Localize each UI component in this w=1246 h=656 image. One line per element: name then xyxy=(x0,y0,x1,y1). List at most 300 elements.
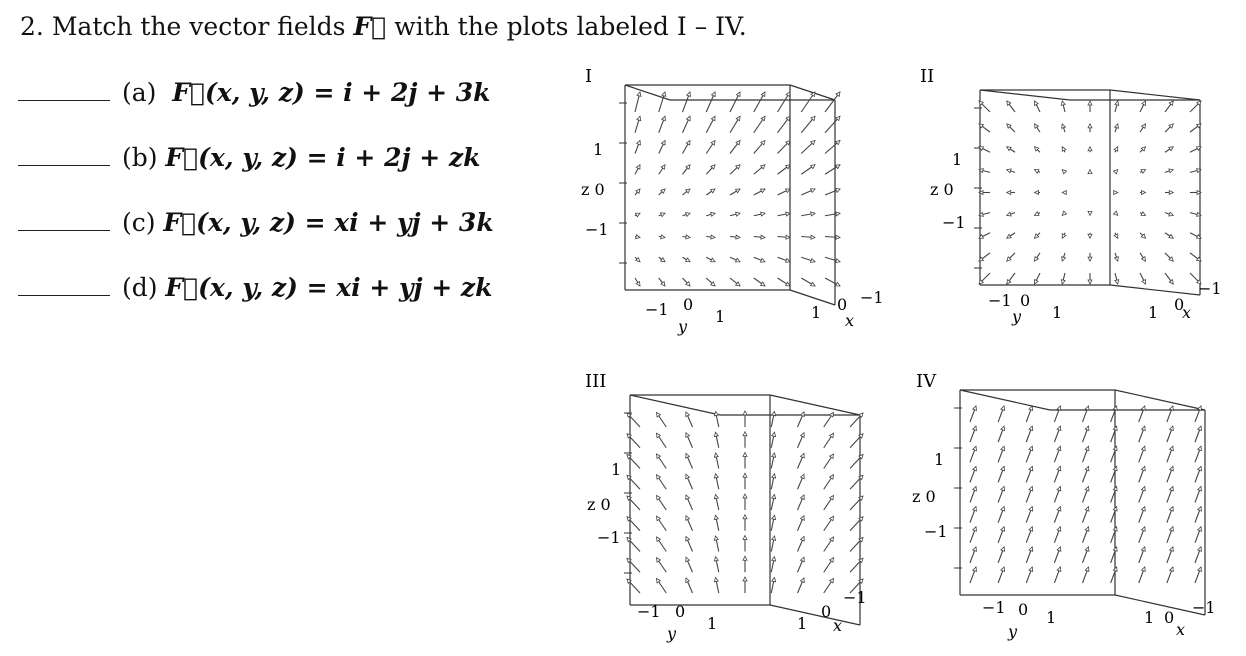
field-arrowhead xyxy=(743,556,747,560)
field-arrowhead xyxy=(657,433,661,437)
x-tick-pos: 1 xyxy=(1148,303,1159,322)
field-arrowhead xyxy=(830,475,834,479)
field-arrowhead xyxy=(836,259,840,263)
field-arrowhead xyxy=(1085,426,1089,430)
cube-edge xyxy=(1110,285,1200,295)
y-tick-zero: 0 xyxy=(683,295,694,314)
plot-label: II xyxy=(920,66,935,87)
field-arrowhead xyxy=(830,558,834,562)
z-tick-top: 1 xyxy=(611,460,622,479)
field-arrowhead xyxy=(772,578,776,582)
field-arrowhead xyxy=(772,432,776,436)
field-arrowhead xyxy=(736,116,740,120)
field-arrowhead xyxy=(830,496,834,500)
field-arrowhead xyxy=(714,515,718,519)
field-arrowhead xyxy=(973,567,977,571)
field-arrowhead xyxy=(1141,507,1145,511)
field-arrowhead xyxy=(761,235,765,239)
question-text-after: with the plots labeled I – IV. xyxy=(394,12,747,41)
field-arrowhead xyxy=(801,474,805,478)
vector-field-arrows xyxy=(970,406,1201,583)
field-arrowhead xyxy=(743,515,747,519)
field-arrowhead xyxy=(1170,547,1174,551)
field-arrowhead xyxy=(973,466,977,470)
z-tick-top: 1 xyxy=(934,450,945,469)
field-arrowhead xyxy=(836,212,840,216)
match-item-c xyxy=(18,208,494,237)
field-arrowhead xyxy=(657,413,661,417)
field-arrowhead xyxy=(1198,466,1202,470)
field-arrowhead xyxy=(1057,527,1061,531)
formula-c: F⃗(x, y, z) = xi + yj + 3k xyxy=(163,208,494,237)
field-arrowhead xyxy=(973,426,977,430)
field-arrowhead xyxy=(1170,527,1174,531)
field-arrowhead xyxy=(1085,547,1089,551)
field-arrowhead xyxy=(1001,466,1005,470)
field-arrowhead xyxy=(1085,567,1089,571)
field-arrowhead xyxy=(1001,446,1005,450)
z-tick-mid: z 0 xyxy=(930,180,954,199)
x-axis-label: x xyxy=(1176,620,1186,639)
field-arrowhead xyxy=(761,116,765,120)
z-tick-bottom: −1 xyxy=(597,528,621,547)
field-arrowhead xyxy=(973,446,977,450)
field-arrowhead xyxy=(1088,147,1092,151)
z-tick-mid: z 0 xyxy=(581,180,605,199)
field-arrowhead xyxy=(736,258,740,262)
field-arrowhead xyxy=(1062,147,1066,151)
field-arrowhead xyxy=(1035,191,1039,195)
field-arrowhead xyxy=(772,474,776,478)
field-arrowhead xyxy=(761,212,765,216)
vector-field-arrows xyxy=(979,101,1201,284)
answer-blank-d[interactable] xyxy=(18,295,110,296)
field-arrowhead xyxy=(1198,507,1202,511)
field-arrowhead xyxy=(772,515,776,519)
field-arrowhead xyxy=(686,454,690,458)
z-tick-bottom: −1 xyxy=(942,213,966,232)
field-arrowhead xyxy=(1169,212,1173,216)
field-arrowhead xyxy=(801,495,805,499)
field-arrowhead xyxy=(1007,234,1011,238)
field-arrowhead xyxy=(1198,527,1202,531)
field-arrowhead xyxy=(1170,567,1174,571)
x-tick-zero: 0 xyxy=(837,295,848,314)
field-arrowhead xyxy=(1062,124,1066,128)
field-arrowhead xyxy=(1007,191,1011,195)
cube-edge xyxy=(1110,90,1200,100)
x-tick-neg: −1 xyxy=(860,288,884,307)
field-arrowhead xyxy=(830,579,834,583)
field-arrowhead xyxy=(1141,567,1145,571)
field-arrowhead xyxy=(1170,466,1174,470)
field-arrowhead xyxy=(811,235,815,239)
field-arrowhead xyxy=(830,454,834,458)
z-tick-bottom: −1 xyxy=(924,522,948,541)
field-arrowhead xyxy=(1062,234,1066,238)
field-arrowhead xyxy=(1198,487,1202,491)
field-arrowhead xyxy=(836,165,840,169)
field-arrowhead xyxy=(1029,567,1033,571)
field-arrowhead xyxy=(686,474,690,478)
z-tick-top: 1 xyxy=(593,140,604,159)
field-arrowhead xyxy=(1169,147,1173,151)
field-arrowhead xyxy=(1169,234,1173,238)
formula-a: F⃗(x, y, z) = i + 2j + 3k xyxy=(172,78,491,107)
field-arrowhead xyxy=(657,579,661,583)
field-arrowhead xyxy=(743,453,747,457)
field-arrowhead xyxy=(786,282,790,286)
field-arrowhead xyxy=(1114,191,1118,195)
field-arrowhead xyxy=(811,282,815,286)
cube-edge xyxy=(980,90,1070,100)
field-arrowhead xyxy=(661,141,665,145)
field-arrowhead xyxy=(714,578,718,582)
field-arrowhead xyxy=(1035,257,1039,261)
field-arrowhead xyxy=(1141,212,1145,216)
x-tick-pos: 1 xyxy=(811,303,822,322)
y-tick-neg: −1 xyxy=(637,602,661,621)
field-arrowhead xyxy=(636,235,640,239)
field-arrowhead xyxy=(830,516,834,520)
field-arrowhead xyxy=(1141,426,1145,430)
field-arrowhead xyxy=(1057,567,1061,571)
field-arrowhead xyxy=(1088,101,1092,105)
field-arrowhead xyxy=(1029,406,1033,410)
y-axis-label: y xyxy=(667,624,677,643)
field-arrowhead xyxy=(1142,280,1146,284)
field-arrowhead xyxy=(1141,547,1145,551)
plot-label: III xyxy=(585,371,607,392)
field-arrowhead xyxy=(772,536,776,540)
field-arrowhead xyxy=(1062,211,1066,215)
field-arrowhead xyxy=(973,547,977,551)
field-arrowhead xyxy=(636,282,640,286)
field-arrowhead xyxy=(636,213,640,217)
field-arrowhead xyxy=(661,235,665,239)
field-arrowhead xyxy=(637,116,641,120)
field-arrowhead xyxy=(1001,547,1005,551)
field-arrowhead xyxy=(743,473,747,477)
vector-field-arrows xyxy=(627,411,863,593)
field-arrowhead xyxy=(1114,211,1118,215)
cube-frame xyxy=(624,395,860,625)
field-arrowhead xyxy=(1029,446,1033,450)
field-arrowhead xyxy=(1088,234,1092,238)
formula-d: F⃗(x, y, z) = xi + yj + zk xyxy=(165,273,493,302)
field-arrowhead xyxy=(1114,147,1118,151)
z-tick-bottom: −1 xyxy=(585,220,609,239)
field-arrowhead xyxy=(711,141,715,145)
field-arrowhead xyxy=(973,406,977,410)
field-arrowhead xyxy=(686,516,690,520)
field-arrowhead xyxy=(1057,507,1061,511)
field-arrowhead xyxy=(1115,257,1119,261)
field-arrowhead xyxy=(801,557,805,561)
z-tick-top: 1 xyxy=(952,150,963,169)
field-arrowhead xyxy=(686,557,690,561)
field-arrowhead xyxy=(1001,567,1005,571)
y-tick-neg: −1 xyxy=(982,598,1006,617)
field-arrowhead xyxy=(1141,527,1145,531)
plot-IV xyxy=(910,365,1240,655)
field-arrowhead xyxy=(1088,211,1092,215)
y-tick-pos: 1 xyxy=(1046,608,1057,627)
field-arrowhead xyxy=(714,536,718,540)
field-arrowhead xyxy=(636,165,640,169)
field-arrowhead xyxy=(711,116,715,120)
field-arrowhead xyxy=(657,558,661,562)
match-item-a xyxy=(18,78,490,107)
field-arrowhead xyxy=(1170,507,1174,511)
field-arrowhead xyxy=(836,189,840,193)
field-arrowhead xyxy=(761,189,765,193)
y-tick-zero: 0 xyxy=(1018,600,1029,619)
field-arrowhead xyxy=(801,412,805,416)
field-arrowhead xyxy=(711,258,715,262)
field-arrowhead xyxy=(973,507,977,511)
field-arrowhead xyxy=(1085,507,1089,511)
vector-field-arrows xyxy=(635,92,840,286)
field-arrowhead xyxy=(811,259,815,263)
field-arrowhead xyxy=(1035,101,1039,105)
field-arrowhead xyxy=(1142,191,1146,195)
field-arrowhead xyxy=(686,537,690,541)
field-arrowhead xyxy=(1085,527,1089,531)
answer-blank-a[interactable] xyxy=(18,100,110,101)
field-arrowhead xyxy=(1029,547,1033,551)
y-axis-label: y xyxy=(678,317,688,336)
question-prompt xyxy=(20,12,747,41)
field-arrowhead xyxy=(686,578,690,582)
y-tick-neg: −1 xyxy=(988,291,1012,310)
field-arrowhead xyxy=(1142,257,1146,261)
field-arrowhead xyxy=(1035,280,1039,284)
plot-II xyxy=(910,60,1240,350)
field-arrowhead xyxy=(1141,487,1145,491)
field-arrowhead xyxy=(1198,547,1202,551)
match-item-d xyxy=(18,273,492,302)
field-arrowhead xyxy=(686,495,690,499)
field-arrowhead xyxy=(761,282,765,286)
field-arrowhead xyxy=(1088,280,1092,284)
plot-I xyxy=(575,60,905,350)
x-tick-zero: 0 xyxy=(821,602,832,621)
field-arrowhead xyxy=(1061,280,1065,284)
field-arrowhead xyxy=(657,516,661,520)
field-arrowhead xyxy=(1115,101,1119,105)
field-arrowhead xyxy=(772,495,776,499)
field-arrowhead xyxy=(1085,466,1089,470)
field-arrowhead xyxy=(1170,446,1174,450)
item-label-a: (a) xyxy=(121,78,157,107)
field-arrowhead xyxy=(1035,212,1039,216)
field-arrowhead xyxy=(1061,101,1065,105)
field-arrowhead xyxy=(830,413,834,417)
field-arrowhead xyxy=(786,92,790,96)
plot-III xyxy=(575,365,905,655)
field-arrowhead xyxy=(1088,257,1092,261)
field-arrowhead xyxy=(657,454,661,458)
field-arrowhead xyxy=(1035,124,1039,128)
field-arrowhead xyxy=(661,213,665,217)
field-arrowhead xyxy=(836,282,840,286)
field-arrowhead xyxy=(786,259,790,263)
vector-symbol: F⃗ xyxy=(353,12,387,41)
plot-label: I xyxy=(585,66,593,87)
field-arrowhead xyxy=(836,235,840,239)
field-arrowhead xyxy=(1007,212,1011,216)
x-tick-neg: −1 xyxy=(1192,598,1216,617)
field-arrowhead xyxy=(743,494,747,498)
field-arrowhead xyxy=(786,212,790,216)
field-arrowhead xyxy=(1141,466,1145,470)
field-arrowhead xyxy=(1029,487,1033,491)
field-arrowhead xyxy=(1007,169,1011,173)
field-arrowhead xyxy=(736,92,740,96)
field-arrowhead xyxy=(973,527,977,531)
field-arrowhead xyxy=(711,235,715,239)
field-arrowhead xyxy=(714,557,718,561)
cube-edge xyxy=(630,395,720,415)
field-arrowhead xyxy=(1057,487,1061,491)
x-tick-neg: −1 xyxy=(1198,279,1222,298)
field-arrowhead xyxy=(811,189,815,193)
field-arrowhead xyxy=(1115,280,1119,284)
field-arrowhead xyxy=(714,412,718,416)
field-arrowhead xyxy=(1169,169,1173,173)
field-arrowhead xyxy=(661,165,665,169)
cube-edge xyxy=(770,395,860,415)
field-arrowhead xyxy=(1035,170,1039,174)
field-arrowhead xyxy=(637,141,641,145)
field-arrowhead xyxy=(1141,446,1145,450)
field-arrowhead xyxy=(1001,487,1005,491)
field-arrowhead xyxy=(1114,234,1118,238)
x-tick-pos: 1 xyxy=(1144,608,1155,627)
field-arrowhead xyxy=(1170,487,1174,491)
item-label-b: (b) xyxy=(121,143,158,172)
field-arrowhead xyxy=(1198,567,1202,571)
field-arrowhead xyxy=(830,433,834,437)
field-arrowhead xyxy=(686,213,690,217)
field-arrowhead xyxy=(657,496,661,500)
x-axis-label: x xyxy=(833,616,843,635)
field-arrowhead xyxy=(687,92,691,96)
question-number: 2. xyxy=(20,12,44,41)
field-arrowhead xyxy=(1029,507,1033,511)
field-arrowhead xyxy=(686,141,690,145)
field-arrowhead xyxy=(657,537,661,541)
field-arrowhead xyxy=(1029,466,1033,470)
y-tick-pos: 1 xyxy=(707,614,718,633)
y-tick-pos: 1 xyxy=(1052,303,1063,322)
field-arrowhead xyxy=(1198,426,1202,430)
field-arrowhead xyxy=(1057,547,1061,551)
field-arrowhead xyxy=(736,235,740,239)
x-axis-label: x xyxy=(1182,303,1192,322)
field-arrowhead xyxy=(811,212,815,216)
field-arrowhead xyxy=(657,475,661,479)
item-label-d: (d) xyxy=(121,273,158,302)
field-arrowhead xyxy=(1001,507,1005,511)
field-arrowhead xyxy=(662,92,666,96)
field-arrowhead xyxy=(686,412,690,416)
answer-blank-c[interactable] xyxy=(18,230,110,231)
field-arrowhead xyxy=(830,537,834,541)
field-arrowhead xyxy=(1085,446,1089,450)
field-arrowhead xyxy=(736,212,740,216)
field-arrowhead xyxy=(801,454,805,458)
field-arrowhead xyxy=(1057,426,1061,430)
cube-edge xyxy=(770,605,860,625)
field-arrowhead xyxy=(637,92,641,96)
field-arrowhead xyxy=(1170,426,1174,430)
field-arrowhead xyxy=(801,578,805,582)
field-arrowhead xyxy=(772,412,776,416)
plot-label: IV xyxy=(916,371,937,392)
field-arrowhead xyxy=(687,116,691,120)
y-tick-zero: 0 xyxy=(675,602,686,621)
field-arrowhead xyxy=(1001,527,1005,531)
field-arrowhead xyxy=(1001,426,1005,430)
field-arrowhead xyxy=(736,189,740,193)
field-arrowhead xyxy=(1057,466,1061,470)
field-arrowhead xyxy=(1085,487,1089,491)
formula-b: F⃗(x, y, z) = i + 2j + zk xyxy=(165,143,481,172)
x-tick-zero: 0 xyxy=(1174,295,1185,314)
field-arrowhead xyxy=(772,453,776,457)
field-arrowhead xyxy=(811,165,815,169)
field-arrowhead xyxy=(1062,191,1066,195)
field-arrowhead xyxy=(714,432,718,436)
field-arrowhead xyxy=(743,411,747,415)
field-arrowhead xyxy=(1114,170,1118,174)
cube-edge xyxy=(790,85,835,100)
y-axis-label: y xyxy=(1008,622,1018,641)
y-tick-pos: 1 xyxy=(715,307,726,326)
field-arrowhead xyxy=(743,577,747,581)
answer-blank-b[interactable] xyxy=(18,165,110,166)
field-arrowhead xyxy=(1115,124,1119,128)
field-arrowhead xyxy=(714,453,718,457)
field-arrowhead xyxy=(1057,446,1061,450)
x-tick-neg: −1 xyxy=(843,588,867,607)
field-arrowhead xyxy=(1142,101,1146,105)
field-arrowhead xyxy=(1029,426,1033,430)
z-tick-mid: z 0 xyxy=(587,495,611,514)
field-arrowhead xyxy=(711,189,715,193)
field-arrowhead xyxy=(786,189,790,193)
x-tick-pos: 1 xyxy=(797,614,808,633)
field-arrowhead xyxy=(801,537,805,541)
cube-edge xyxy=(1115,390,1205,410)
field-arrowhead xyxy=(662,116,666,120)
cube-edge xyxy=(960,390,1050,410)
field-arrowhead xyxy=(772,557,776,561)
field-arrowhead xyxy=(761,258,765,262)
field-arrowhead xyxy=(1088,124,1092,128)
field-arrowhead xyxy=(1088,170,1092,174)
field-arrowhead xyxy=(1029,527,1033,531)
field-arrowhead xyxy=(801,433,805,437)
field-arrowhead xyxy=(786,235,790,239)
y-tick-neg: −1 xyxy=(645,300,669,319)
field-arrowhead xyxy=(712,92,716,96)
field-arrowhead xyxy=(1007,147,1011,151)
field-arrowhead xyxy=(714,474,718,478)
field-arrowhead xyxy=(686,433,690,437)
